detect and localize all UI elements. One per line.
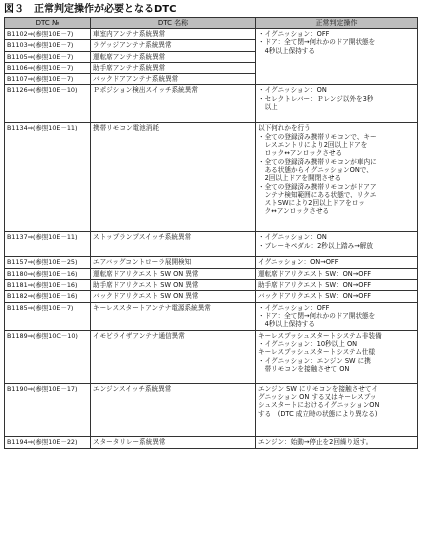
- dtc-code-cell: B1102⇒(参照10E－7): [5, 29, 91, 40]
- operation-line: ・イグニッション：OFF: [258, 303, 330, 312]
- operation-cell: [256, 268, 418, 279]
- dtc-code-cell: B1105⇒(参照10E－7): [5, 51, 91, 62]
- operation-line: バックドアリクエスト SW：ON→OFF: [258, 292, 372, 301]
- header-operation: 正常判定操作: [256, 18, 418, 29]
- operation-line: ・イグニッション：エンジン SW に携: [258, 356, 371, 365]
- operation-line: 以下何れかを行う: [258, 124, 311, 133]
- dtc-name-cell: 運転席ドアリクエスト SW ON 異常: [91, 268, 256, 279]
- operation-cell: [256, 85, 418, 123]
- table-row: [5, 291, 418, 302]
- dtc-name-cell: Ｐポジション検出スイッチ系統異常: [91, 85, 256, 123]
- operation-line: エンジン SW にリモコンを接触させてイ: [258, 384, 379, 393]
- table-row: [5, 257, 418, 268]
- dtc-name-cell: 運転席アンテナ系統異常: [91, 51, 256, 62]
- table-row: [5, 280, 418, 291]
- header-dtc-no: DTC №: [5, 18, 91, 29]
- dtc-name-cell: 助手席アンテナ系統異常: [91, 62, 256, 73]
- operation-line: ・イグニッション：OFF: [258, 30, 330, 38]
- operation-cell: [256, 436, 418, 448]
- dtc-code-cell: B1137⇒(参照10E－11): [5, 232, 91, 257]
- operation-cell: [256, 29, 418, 85]
- operation-line: 帯リモコンを接触させて ON: [258, 364, 350, 373]
- operation-line: シュスタートにおけるイグニッションON: [258, 401, 380, 410]
- table-row: [5, 232, 418, 257]
- dtc-code-cell: B1180⇒(参照10E－16): [5, 268, 91, 279]
- dtc-code-cell: B1185⇒(参照10E－7): [5, 302, 91, 330]
- dtc-code-cell: B1107⇒(参照10E－7): [5, 74, 91, 85]
- dtc-code-cell: B1182⇒(参照10E－16): [5, 291, 91, 302]
- table-row: [5, 330, 418, 383]
- operation-cell: [256, 383, 418, 436]
- operation-cell: [256, 330, 418, 383]
- dtc-name-cell: エンジンスイッチ系統異常: [91, 383, 256, 436]
- operation-line: ストSWにより2回以上ドアをロッ: [258, 199, 365, 208]
- dtc-code-cell: B1189⇒(参照10C－10): [5, 330, 91, 383]
- operation-line: 2回以上ドアを開閉させる: [258, 174, 342, 183]
- operation-line: キーレスプッシュスタートシステム仕様: [258, 348, 376, 357]
- dtc-name-cell: エアバッグコントローラ展開検知: [91, 257, 256, 268]
- operation-line: 4秒以上保持する: [258, 320, 315, 329]
- operation-line: イグニッション：ON→OFF: [258, 258, 339, 267]
- operation-line: グニッション ON する又はキーレスプッ: [258, 392, 377, 401]
- operation-line: ・全ての登録済み携帯リモコンで、キー: [258, 132, 377, 141]
- operation-line: 助手席ドアリクエスト SW：ON→OFF: [258, 281, 372, 290]
- figure-title: 図３ 正常判定操作が必要となるDTC: [4, 4, 177, 15]
- operation-line: ・ドア：全て閉→何れかのドア開状態を: [258, 38, 376, 47]
- operation-line: ・セレクトレバー：Ｐレンジ以外を3秒: [258, 94, 374, 103]
- header-dtc-name: DTC 名称: [91, 18, 256, 29]
- dtc-code-cell: B1190⇒(参照10E－17): [5, 383, 91, 436]
- operation-line: ロック↔アンロックさせる: [258, 149, 343, 158]
- table-row: [5, 29, 418, 40]
- dtc-name-cell: キーレススタートアンテナ電源系統異常: [91, 302, 256, 330]
- dtc-name-cell: ストップランプスイッチ系統異常: [91, 232, 256, 257]
- dtc-name-cell: 助手席ドアリクエスト SW ON 異常: [91, 280, 256, 291]
- table-row: [5, 383, 418, 436]
- table-header-row: [5, 18, 418, 29]
- operation-line: ク↔アンロックさせる: [258, 207, 330, 216]
- dtc-code-cell: B1103⇒(参照10E－7): [5, 40, 91, 51]
- dtc-name-cell: ラゲッジアンテナ系統異常: [91, 40, 256, 51]
- operation-line: ある状態からイグニッションONで、: [258, 165, 373, 174]
- operation-cell: [256, 302, 418, 330]
- operation-line: 4秒以上保持する: [258, 46, 315, 55]
- operation-line: 以上: [258, 103, 278, 112]
- dtc-code-cell: B1106⇒(参照10E－7): [5, 62, 91, 73]
- dtc-name-cell: イモビライザアンテナ通信異常: [91, 330, 256, 383]
- operation-line: ・イグニッション：ON: [258, 86, 327, 95]
- operation-cell: [256, 280, 418, 291]
- dtc-code-cell: B1181⇒(参照10E－16): [5, 280, 91, 291]
- operation-line: ・ドア：全て閉→何れかのドア開状態を: [258, 311, 376, 320]
- dtc-code-cell: B1134⇒(参照10E－11): [5, 123, 91, 232]
- operation-line: エンジン：始動→停止を2回繰り返す。: [258, 437, 373, 446]
- dtc-name-cell: スタータリレー系統異常: [91, 436, 256, 448]
- dtc-name-cell: バックドアアンテナ系統異常: [91, 74, 256, 85]
- operation-line: ・イグニッション：10秒以上 ON: [258, 339, 358, 348]
- operation-cell: [256, 291, 418, 302]
- operation-line: する (DTC 成立時の状態により異なる): [258, 409, 378, 418]
- operation-cell: [256, 123, 418, 232]
- operation-cell: [256, 232, 418, 257]
- operation-line: ・全ての登録済み携帯リモコンが車内に: [258, 157, 377, 166]
- dtc-code-cell: B1126⇒(参照10E－10): [5, 85, 91, 123]
- operation-line: ・ブレーキペダル：2秒以上踏み→解放: [258, 241, 373, 250]
- dtc-name-cell: バックドアリクエスト SW ON 異常: [91, 291, 256, 302]
- table-row: [5, 123, 418, 232]
- table-body: [5, 29, 418, 449]
- operation-line: ・全ての登録済み携帯リモコンがドアア: [258, 182, 377, 191]
- operation-cell: [256, 257, 418, 268]
- operation-line: レスエントリにより2回以上ドアを: [258, 141, 368, 150]
- operation-line: ・イグニッション：ON: [258, 233, 327, 242]
- operation-line: 運転席ドアリクエスト SW：ON→OFF: [258, 269, 372, 278]
- dtc-code-cell: B1194⇒(参照10E－22): [5, 436, 91, 448]
- table-row: [5, 436, 418, 448]
- operation-line: ンテナ検知範囲にある状態で、リクエ: [258, 190, 377, 199]
- dtc-code-cell: B1157⇒(参照10E－25): [5, 257, 91, 268]
- operation-line: キーレスプッシュスタートシステム非装備: [258, 331, 382, 340]
- dtc-table: [4, 17, 418, 449]
- table-row: [5, 85, 418, 123]
- table-row: [5, 302, 418, 330]
- dtc-name-cell: 車室内アンテナ系統異常: [91, 29, 256, 40]
- table-row: [5, 268, 418, 279]
- dtc-name-cell: 携帯リモコン電池消耗: [91, 123, 256, 232]
